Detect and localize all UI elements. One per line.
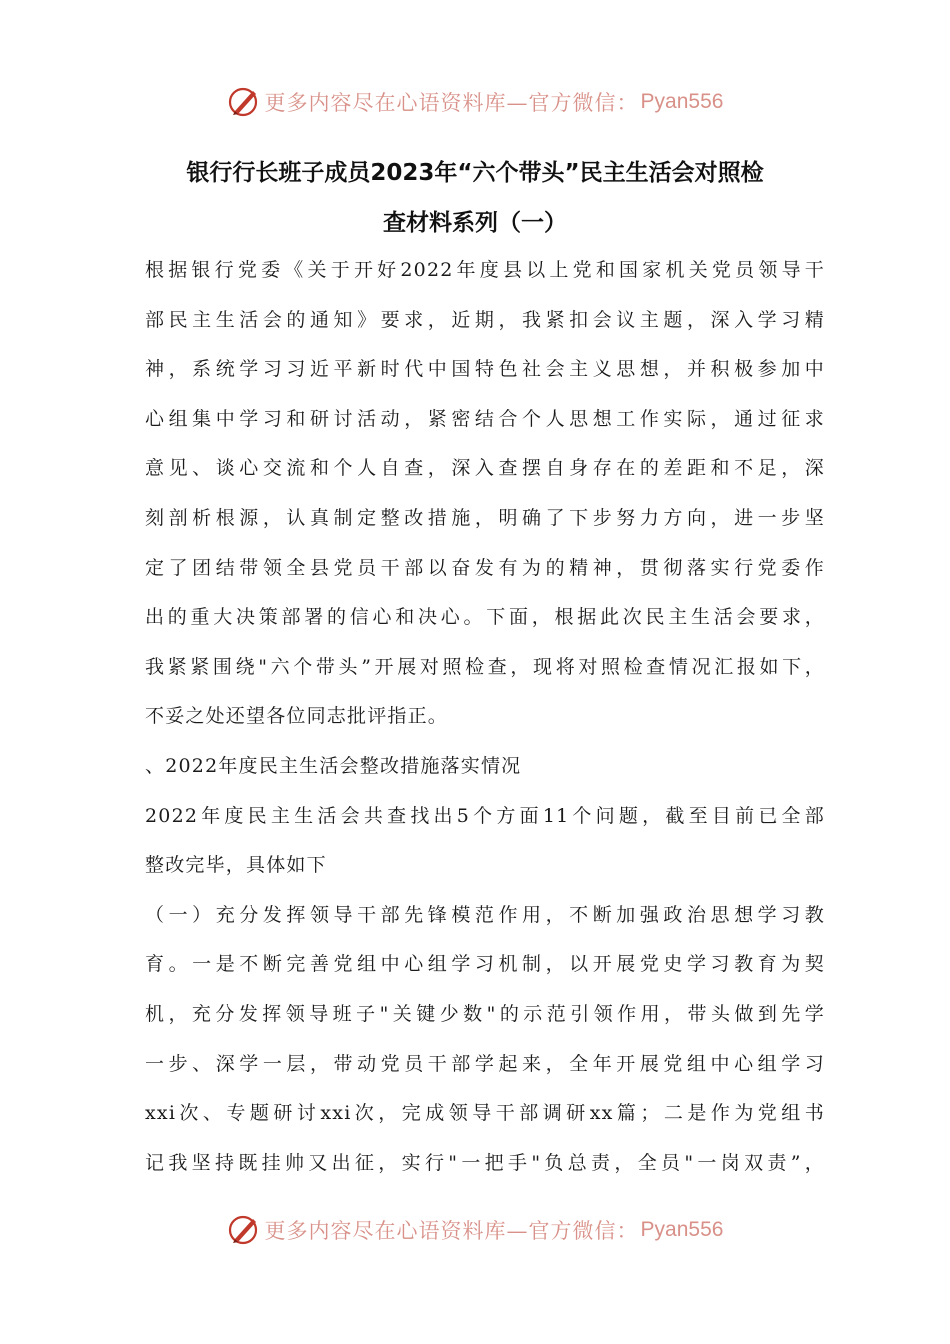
text-line: 整改完毕，具体如下 [145,854,327,877]
watermark-footer [0,1210,950,1250]
text-line: 神，系统学习习近平新时代中国特色社会主义思想，并积极参加中 [145,358,825,381]
text-line: 刻剖析根源，认真制定整改措施，明确了下步努力方向，进一步坚 [145,506,825,529]
text-line: xxi次、专题研讨xxi次，完成领导干部调研xx篇；二是作为党组书 [145,1102,825,1125]
text-line: （一）充分发挥领导干部先锋模范作用，不断加强政治思想学习教 [145,903,825,926]
section-heading: 、2022年度民主生活会整改措施落实情况 [145,754,522,777]
text-line: 心组集中学习和研讨活动，紧密结合个人思想工作实际，通过征求 [145,407,825,430]
text-line: 部民主生活会的通知》要求，近期，我紧扣会议主题，深入学习精 [145,308,825,331]
text-line: 一步、深学一层，带动党员干部学起来，全年开展党组中心组学习 [145,1052,825,1075]
text-line: 育。一是不断完善党组中心组学习机制，以开展党史学习教育为契 [145,953,825,976]
watermark-wechat-id: Pyan556 [640,1218,724,1241]
watermark-header [0,82,950,122]
document-title-line-1: 银行行长班子成员2023年“六个带头”民主生活会对照检 [186,160,764,186]
document-title-line-2: 查材料系列（一） [383,210,567,236]
text-line: 不妥之处还望各位同志批评指正。 [145,705,449,728]
pen-logo-icon [227,1213,261,1247]
text-line: 根据银行党委《关于开好2022年度县以上党和国家机关党员领导干 [145,259,825,281]
watermark-text: 更多内容尽在心语资料库—官方微信： [264,91,639,115]
pen-logo-icon [227,85,261,119]
text-line: 机，充分发挥领导班子"关键少数"的示范引领作用，带头做到先学 [145,1002,825,1025]
text-line: 2022年度民主生活会共查找出5个方面11个问题，截至目前已全部 [145,804,825,827]
text-line: 意见、谈心交流和个人自查，深入查摆自身存在的差距和不足，深 [145,457,825,480]
text-line: 我紧紧围绕"六个带头”开展对照检查，现将对照检查情况汇报如下， [145,655,825,678]
text-line: 出的重大决策部署的信心和决心。下面，根据此次民主生活会要求， [145,606,825,629]
document-body [145,252,825,1194]
text-line: 记我坚持既挂帅又出征，实行"一把手"负总责，全员"一岗双责”， [145,1151,825,1174]
watermark-wechat-id: Pyan556 [640,90,724,113]
watermark-text: 更多内容尽在心语资料库—官方微信： [264,1219,639,1243]
text-line: 定了团结带领全县党员干部以奋发有为的精神，贯彻落实行党委作 [145,556,825,579]
